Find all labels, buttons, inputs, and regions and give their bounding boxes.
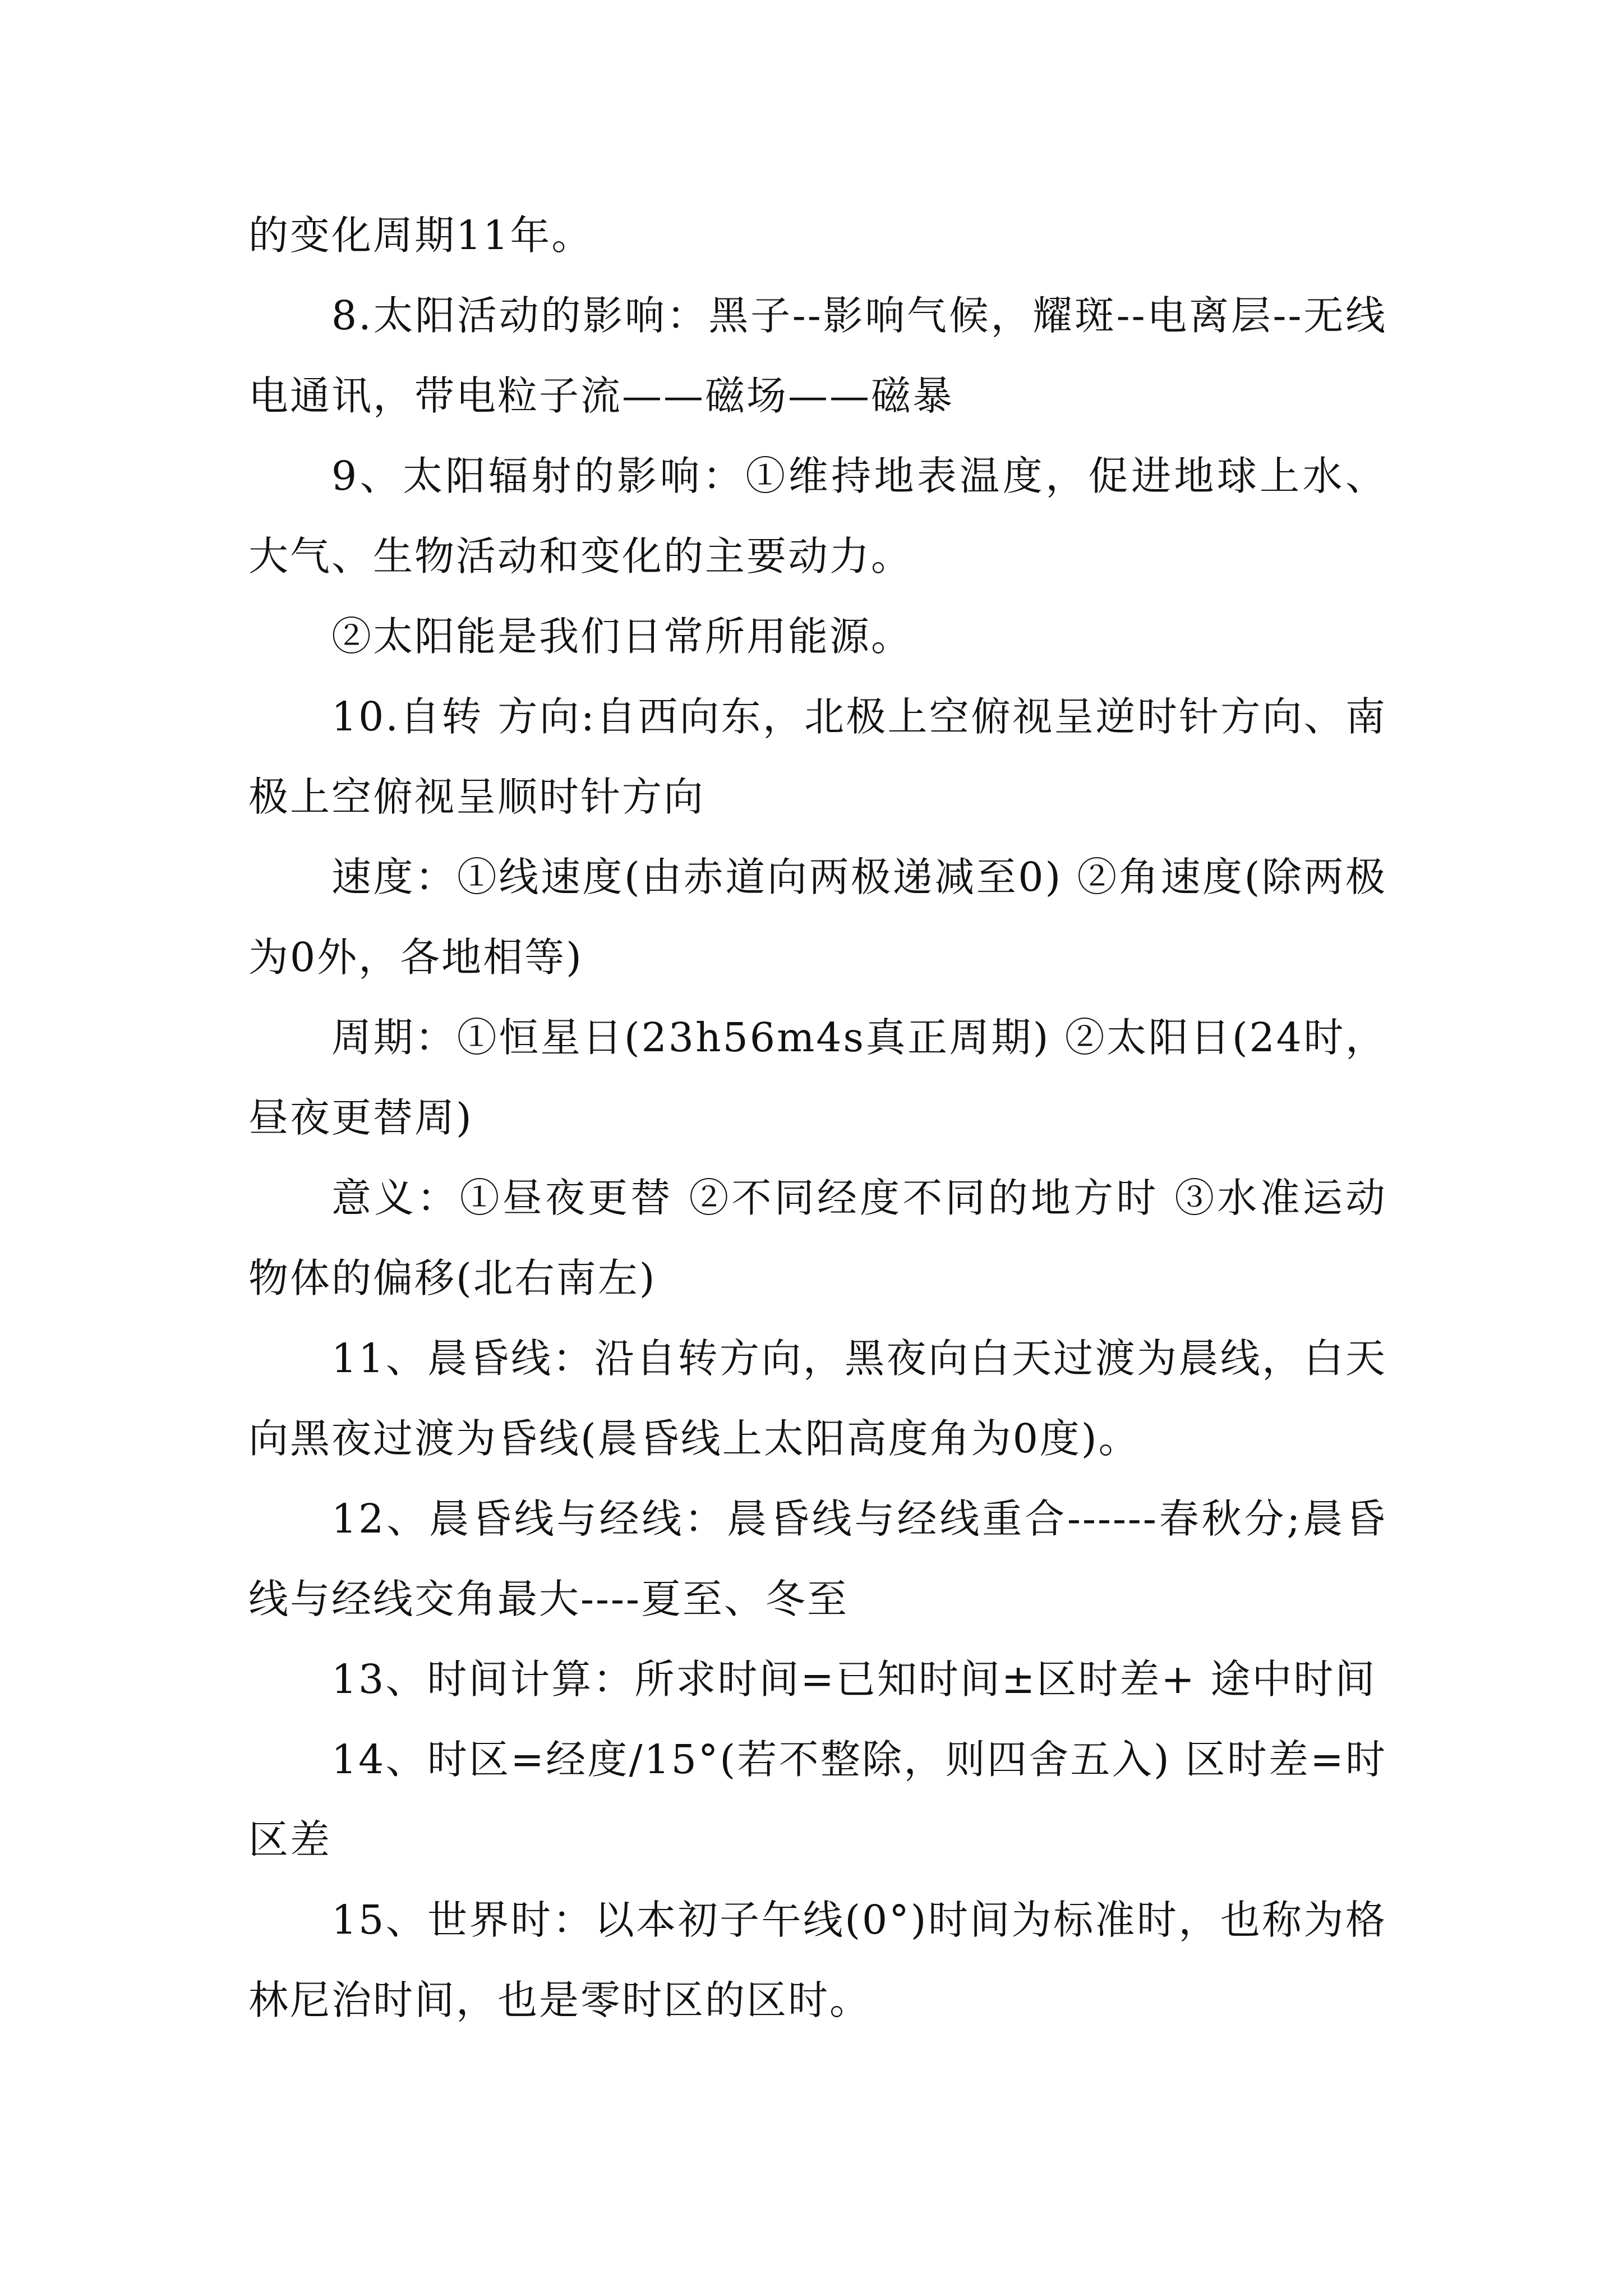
paragraph-4: ②太阳能是我们日常所用能源。 xyxy=(331,613,913,660)
paragraph-7: 周期：①恒星日(23h56m4s真正周期) ②太阳日(24时，昼夜更替周) xyxy=(248,1014,1387,1141)
paragraph-3: 9、太阳辐射的影响：①维持地表温度，促进地球上水、大气、生物活动和变化的主要动力。 xyxy=(248,453,1387,579)
paragraph-6: 速度：①线速度(由赤道向两极递减至0) ②角速度(除两极为0外，各地相等) xyxy=(248,854,1387,981)
paragraph-2: 8.太阳活动的影响：黑子--影响气候，耀斑--电离层--无线电通讯，带电粒子流——磁场——磁暴 xyxy=(248,292,1387,419)
paragraph-11: 13、时间计算：所求时间=已知时间±区时差+ 途中时间 xyxy=(331,1656,1377,1703)
document-body xyxy=(248,195,1387,2040)
paragraph-1: 的变化周期11年。 xyxy=(248,212,593,259)
paragraph-13: 15、世界时：以本初子午线(0°)时间为标准时，也称为格林尼治时间，也是零时区的区时。 xyxy=(248,1897,1387,2023)
paragraph-10: 12、晨昏线与经线：晨昏线与经线重合------春秋分;晨昏线与经线交角最大----夏至、冬至 xyxy=(248,1496,1387,1622)
paragraph-8: 意义：①昼夜更替 ②不同经度不同的地方时 ③水准运动物体的偏移(北右南左) xyxy=(248,1175,1387,1301)
paragraph-5: 10.自转 方向:自西向东，北极上空俯视呈逆时针方向、南极上空俯视呈顺时针方向 xyxy=(248,693,1387,820)
paragraph-9: 11、晨昏线：沿自转方向，黑夜向白天过渡为晨线，白天向黑夜过渡为昏线(晨昏线上太阳高度角为0度)。 xyxy=(248,1335,1387,1462)
paragraph-12: 14、时区=经度/15°(若不整除，则四舍五入) 区时差=时区差 xyxy=(248,1736,1387,1863)
